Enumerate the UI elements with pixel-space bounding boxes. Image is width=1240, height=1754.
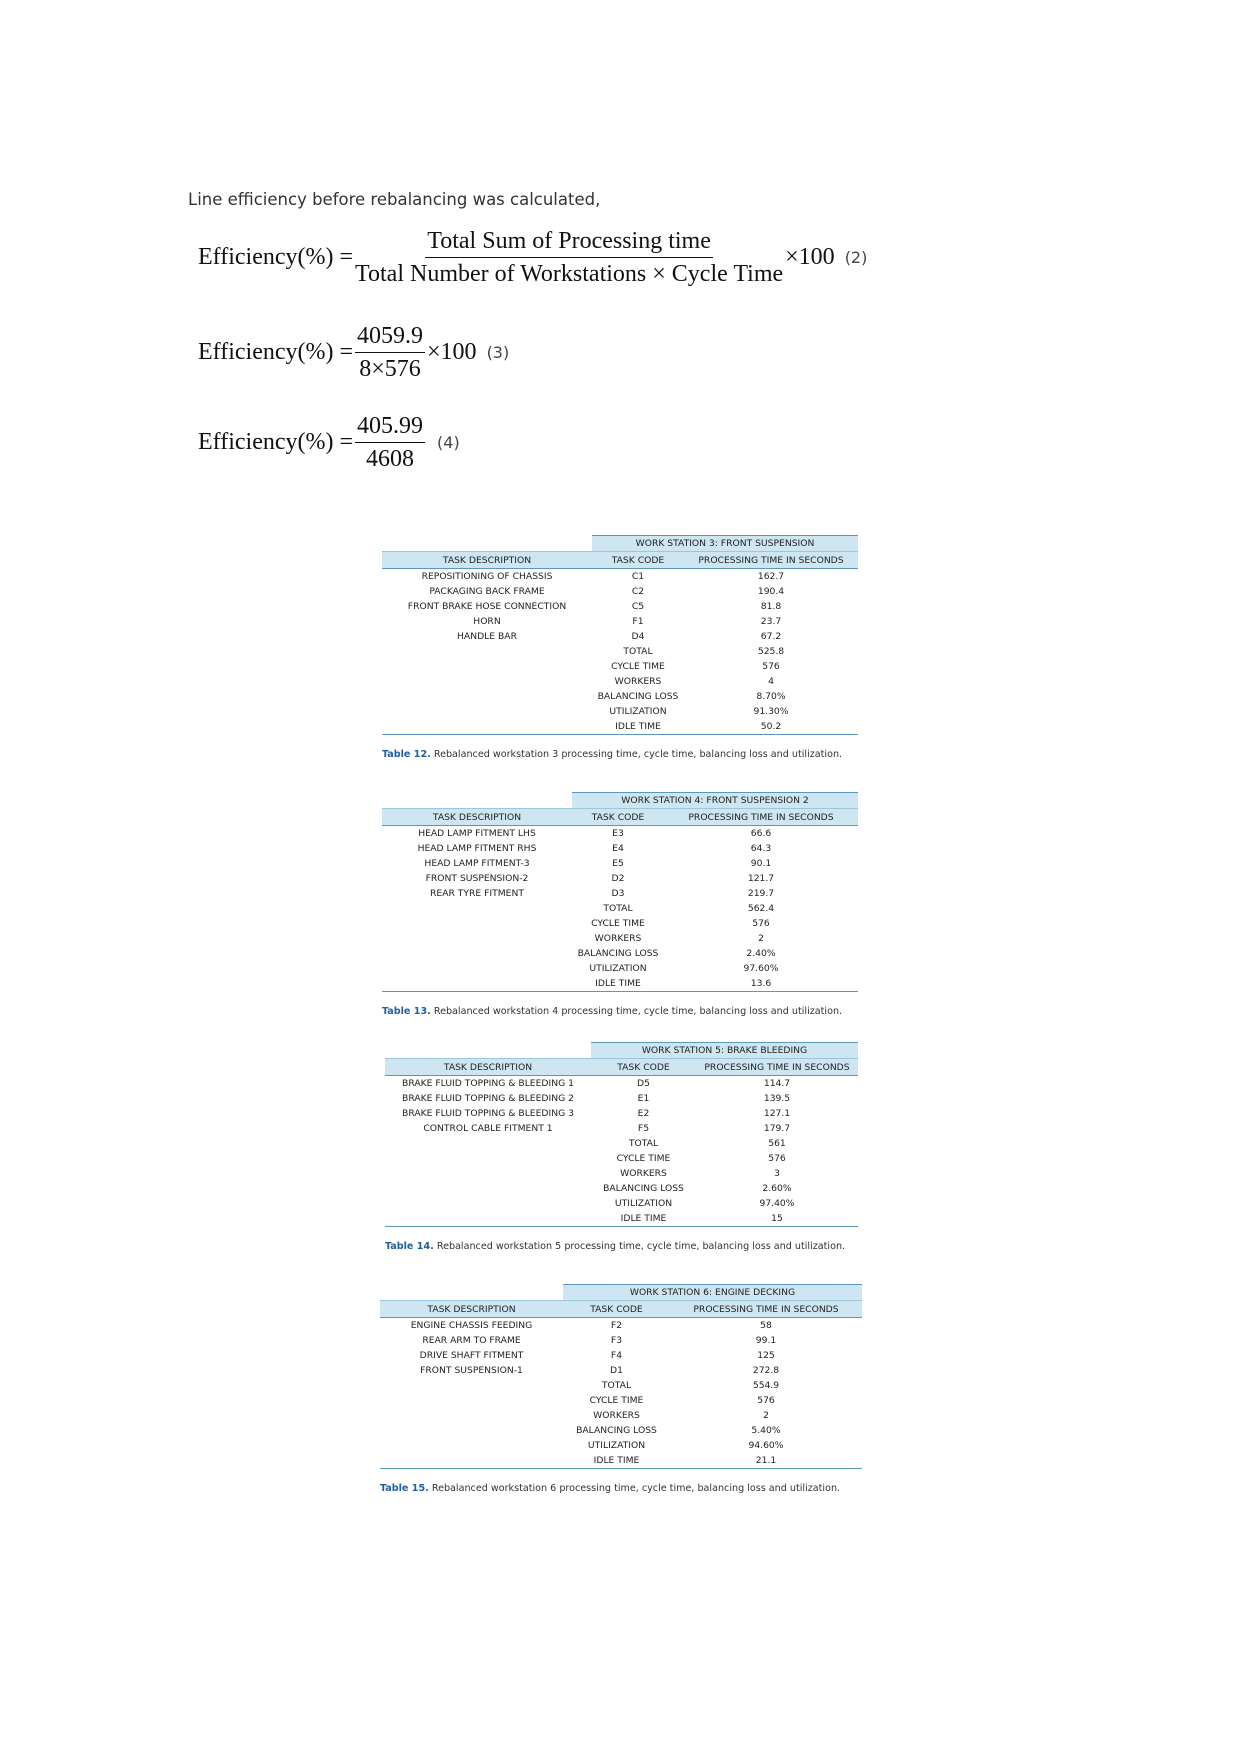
table-row [382, 674, 858, 689]
task-description-cell [382, 719, 592, 735]
task-code-cell: F5 [637, 1123, 650, 1134]
table-title-spacer [382, 793, 572, 809]
processing-time-cell: 15 [696, 1211, 858, 1227]
column-header: TASK DESCRIPTION [380, 1301, 563, 1318]
equation-multiplier: ×100 [785, 244, 835, 271]
column-header: TASK DESCRIPTION [382, 552, 592, 569]
task-code-cell: C2 [631, 586, 645, 597]
task-description-cell: HEAD LAMP FITMENT LHS [418, 828, 536, 839]
processing-time-cell: 81.8 [760, 601, 782, 612]
task-code-cell: CYCLE TIME [589, 1395, 644, 1406]
table-row [382, 841, 858, 856]
processing-time-cell: 179.7 [763, 1123, 791, 1134]
task-code-cell: IDLE TIME [563, 1453, 670, 1469]
task-code-cell: TOTAL [601, 1380, 632, 1391]
table-row [382, 916, 858, 931]
task-description-cell: BRAKE FLUID TOPPING & BLEEDING 1 [402, 1078, 574, 1089]
processing-time-cell: 4 [768, 676, 774, 687]
processing-time-cell: 58 [760, 1320, 772, 1331]
task-code-cell: C1 [631, 571, 645, 582]
task-description-cell: BRAKE FLUID TOPPING & BLEEDING 3 [402, 1108, 574, 1119]
task-description-cell: REAR TYRE FITMENT [430, 888, 524, 899]
processing-time-cell: 97.60% [743, 963, 779, 974]
task-description-cell [385, 1151, 591, 1166]
equation-denominator: 8×576 [359, 356, 421, 383]
column-header: TASK CODE [592, 552, 684, 569]
processing-time-cell: 21.1 [670, 1453, 862, 1469]
processing-time-cell: 190.4 [757, 586, 785, 597]
task-code-cell: E2 [637, 1108, 650, 1119]
table-row [380, 1348, 862, 1363]
column-header: TASK DESCRIPTION [382, 809, 572, 826]
task-code-cell: UTILIZATION [614, 1198, 673, 1209]
task-code-cell: CYCLE TIME [611, 661, 665, 672]
workstation-table [380, 1284, 862, 1469]
task-code-cell: WORKERS [594, 933, 642, 944]
task-code-cell: WORKERS [620, 1168, 667, 1179]
task-code-cell: E4 [612, 843, 624, 854]
table-caption [380, 1483, 862, 1494]
table-row [382, 961, 858, 976]
table-row [385, 1196, 858, 1211]
processing-time-cell: 576 [757, 1395, 775, 1406]
table-row [380, 1333, 862, 1348]
column-header: TASK CODE [591, 1059, 696, 1076]
table-caption [382, 1006, 858, 1017]
task-description-cell: FRONT SUSPENSION-2 [425, 873, 529, 884]
processing-time-cell: 162.7 [757, 571, 785, 582]
processing-time-cell: 121.7 [747, 873, 775, 884]
table-title-spacer [385, 1043, 591, 1059]
table-caption [382, 749, 858, 760]
task-description-cell [385, 1196, 591, 1211]
task-code-cell: D1 [610, 1365, 623, 1376]
task-description-cell [380, 1453, 563, 1469]
task-description-cell [380, 1408, 563, 1423]
task-code-cell: CYCLE TIME [616, 1153, 671, 1164]
task-description-cell [382, 689, 592, 704]
task-description-cell [382, 704, 592, 719]
task-description-cell: DRIVE SHAFT FITMENT [419, 1350, 524, 1361]
table-title: WORK STATION 6: ENGINE DECKING [563, 1285, 862, 1301]
column-header: TASK CODE [563, 1301, 670, 1318]
column-header: PROCESSING TIME IN SECONDS [664, 809, 858, 826]
processing-time-cell: 219.7 [747, 888, 775, 899]
table-caption-text: Rebalanced workstation 6 processing time, cycle time, balancing loss and utilization. [428, 1483, 841, 1494]
task-description-cell: HEAD LAMP FITMENT RHS [417, 843, 537, 854]
processing-time-cell: 125 [757, 1350, 775, 1361]
processing-time-cell: 562.4 [747, 903, 775, 914]
processing-time-cell: 23.7 [760, 616, 782, 627]
task-code-cell: E5 [612, 858, 624, 869]
table-row [380, 1363, 862, 1378]
table-row [382, 901, 858, 916]
table-row [380, 1453, 862, 1469]
table-row [380, 1393, 862, 1408]
workstation-table [382, 535, 858, 735]
task-code-cell: IDLE TIME [572, 976, 664, 992]
task-description-cell: PACKAGING BACK FRAME [429, 586, 545, 597]
equation-number: (2) [844, 248, 868, 268]
table-row [385, 1076, 858, 1092]
processing-time-cell: 2.60% [762, 1183, 792, 1194]
table-row [382, 629, 858, 644]
table-row [382, 871, 858, 886]
task-description-cell [382, 916, 572, 931]
processing-time-cell: 99.1 [755, 1335, 777, 1346]
task-code-cell: BALANCING LOSS [603, 1183, 684, 1194]
table-row [382, 599, 858, 614]
equation-number: (4) [437, 433, 460, 453]
task-code-cell: E1 [637, 1093, 650, 1104]
table-block-13 [382, 792, 858, 1017]
table-row [382, 689, 858, 704]
table-title-spacer [382, 536, 592, 552]
task-description-cell: REPOSITIONING OF CHASSIS [421, 571, 553, 582]
task-code-cell: TOTAL [623, 646, 653, 657]
processing-time-cell: 50.2 [684, 719, 858, 735]
table-row [382, 856, 858, 871]
table-caption [385, 1241, 858, 1252]
processing-time-cell: 90.1 [750, 858, 772, 869]
processing-time-cell: 67.2 [760, 631, 782, 642]
task-description-cell [382, 931, 572, 946]
intro-text: Line efficiency before rebalancing was calculated, [188, 190, 601, 209]
equation-number: (3) [486, 343, 510, 363]
processing-time-cell: 66.6 [750, 828, 772, 839]
processing-time-cell: 554.9 [752, 1380, 780, 1391]
equation-lhs: Efficiency(%) = [198, 339, 354, 366]
equation-fraction [355, 228, 783, 288]
processing-time-cell: 3 [774, 1168, 780, 1179]
processing-time-cell: 8.70% [756, 691, 786, 702]
table-caption-label: Table 12. [382, 749, 431, 760]
table-row [382, 719, 858, 735]
task-description-cell [385, 1166, 591, 1181]
equation-fraction [355, 323, 425, 383]
processing-time-cell: 94.60% [748, 1440, 784, 1451]
task-description-cell [382, 644, 592, 659]
task-description-cell [380, 1378, 563, 1393]
column-header: PROCESSING TIME IN SECONDS [670, 1301, 862, 1318]
equation-lhs: Efficiency(%) = [198, 244, 354, 271]
table-row [382, 704, 858, 719]
processing-time-cell: 91.30% [753, 706, 789, 717]
processing-time-cell: 13.6 [664, 976, 858, 992]
task-description-cell: CONTROL CABLE FITMENT 1 [423, 1123, 553, 1134]
table-title: WORK STATION 3: FRONT SUSPENSION [592, 536, 858, 552]
task-code-cell: F1 [632, 616, 644, 627]
task-description-cell [385, 1211, 591, 1227]
task-description-cell [380, 1423, 563, 1438]
task-code-cell: D4 [631, 631, 645, 642]
task-description-cell [385, 1181, 591, 1196]
column-header: TASK CODE [572, 809, 664, 826]
equation-numerator: 405.99 [355, 413, 425, 443]
task-code-cell: D3 [611, 888, 625, 899]
equation-denominator: 4608 [366, 446, 415, 473]
table-title-spacer [380, 1285, 563, 1301]
processing-time-cell: 2 [758, 933, 764, 944]
task-description-cell: ENGINE CHASSIS FEEDING [410, 1320, 533, 1331]
task-code-cell: CYCLE TIME [591, 918, 645, 929]
table-row [385, 1106, 858, 1121]
table-row [385, 1151, 858, 1166]
table-row [380, 1378, 862, 1393]
table-caption-text: Rebalanced workstation 5 processing time, cycle time, balancing loss and utilization. [433, 1241, 846, 1252]
task-description-cell [382, 976, 572, 992]
task-description-cell [380, 1393, 563, 1408]
task-code-cell: F2 [610, 1320, 623, 1331]
processing-time-cell: 64.3 [750, 843, 772, 854]
table-row [382, 886, 858, 901]
task-description-cell [382, 901, 572, 916]
task-description-cell: FRONT BRAKE HOSE CONNECTION [407, 601, 567, 612]
task-code-cell: UTILIZATION [587, 1440, 646, 1451]
task-description-cell [382, 961, 572, 976]
table-row [385, 1091, 858, 1106]
equation-2 [198, 228, 867, 288]
table-row [382, 569, 858, 585]
task-code-cell: BALANCING LOSS [576, 1425, 657, 1436]
table-block-14 [385, 1042, 858, 1252]
equation-denominator: Total Number of Workstations × Cycle Time [355, 261, 784, 288]
table-row [382, 946, 858, 961]
table-row [382, 659, 858, 674]
task-code-cell: TOTAL [603, 903, 633, 914]
table-row [385, 1136, 858, 1151]
table-row [382, 584, 858, 599]
processing-time-cell: 576 [768, 1153, 786, 1164]
table-caption-text: Rebalanced workstation 4 processing time, cycle time, balancing loss and utilization. [430, 1006, 843, 1017]
table-caption-label: Table 15. [380, 1483, 429, 1494]
task-code-cell: D2 [611, 873, 625, 884]
equation-numerator: 4059.9 [355, 323, 425, 353]
task-code-cell: UTILIZATION [609, 706, 667, 717]
workstation-table [382, 792, 858, 992]
table-row [380, 1318, 862, 1334]
processing-time-cell: 525.8 [757, 646, 785, 657]
processing-time-cell: 576 [752, 918, 770, 929]
processing-time-cell: 2 [763, 1410, 769, 1421]
task-code-cell: IDLE TIME [592, 719, 684, 735]
task-description-cell: REAR ARM TO FRAME [422, 1335, 521, 1346]
table-row [380, 1408, 862, 1423]
task-description-cell: HORN [473, 616, 501, 627]
column-header: PROCESSING TIME IN SECONDS [696, 1059, 858, 1076]
equation-multiplier: ×100 [427, 339, 477, 366]
task-description-cell [380, 1438, 563, 1453]
column-header: TASK DESCRIPTION [385, 1059, 591, 1076]
table-row [382, 931, 858, 946]
table-block-15 [380, 1284, 862, 1494]
processing-time-cell: 127.1 [763, 1108, 791, 1119]
table-row [382, 976, 858, 992]
table-row [382, 826, 858, 842]
processing-time-cell: 139.5 [763, 1093, 791, 1104]
equation-4 [198, 413, 460, 473]
column-header: PROCESSING TIME IN SECONDS [684, 552, 858, 569]
task-code-cell: TOTAL [628, 1138, 659, 1149]
task-code-cell: D5 [637, 1078, 650, 1089]
processing-time-cell: 97.40% [759, 1198, 795, 1209]
task-code-cell: BALANCING LOSS [577, 948, 659, 959]
processing-time-cell: 114.7 [763, 1078, 791, 1089]
table-caption-text: Rebalanced workstation 3 processing time, cycle time, balancing loss and utilization. [430, 749, 843, 760]
equation-fraction [355, 413, 425, 473]
table-row [385, 1121, 858, 1136]
workstation-table [385, 1042, 858, 1227]
equation-numerator: Total Sum of Processing time [425, 228, 713, 258]
task-description-cell [382, 659, 592, 674]
table-row [385, 1181, 858, 1196]
task-description-cell [385, 1136, 591, 1151]
task-code-cell: IDLE TIME [591, 1211, 696, 1227]
task-code-cell: F4 [610, 1350, 623, 1361]
table-row [385, 1211, 858, 1227]
task-code-cell: BALANCING LOSS [597, 691, 679, 702]
table-row [380, 1438, 862, 1453]
task-description-cell: BRAKE FLUID TOPPING & BLEEDING 2 [402, 1093, 574, 1104]
task-description-cell [382, 674, 592, 689]
table-row [380, 1423, 862, 1438]
processing-time-cell: 576 [762, 661, 780, 672]
table-block-12 [382, 535, 858, 760]
table-row [382, 614, 858, 629]
table-caption-label: Table 14. [385, 1241, 434, 1252]
task-code-cell: E3 [612, 828, 624, 839]
task-description-cell: FRONT SUSPENSION-1 [420, 1365, 523, 1376]
equation-3 [198, 323, 509, 383]
task-description-cell: HEAD LAMP FITMENT-3 [424, 858, 530, 869]
table-title: WORK STATION 4: FRONT SUSPENSION 2 [572, 793, 858, 809]
processing-time-cell: 561 [768, 1138, 786, 1149]
processing-time-cell: 2.40% [746, 948, 776, 959]
task-code-cell: WORKERS [614, 676, 662, 687]
equation-lhs: Efficiency(%) = [198, 429, 354, 456]
task-description-cell [382, 946, 572, 961]
task-code-cell: C5 [631, 601, 645, 612]
table-title: WORK STATION 5: BRAKE BLEEDING [591, 1043, 858, 1059]
processing-time-cell: 272.8 [752, 1365, 780, 1376]
table-row [382, 644, 858, 659]
table-caption-label: Table 13. [382, 1006, 431, 1017]
processing-time-cell: 5.40% [751, 1425, 781, 1436]
table-row [385, 1166, 858, 1181]
task-description-cell: HANDLE BAR [457, 631, 517, 642]
task-code-cell: F3 [610, 1335, 623, 1346]
task-code-cell: UTILIZATION [589, 963, 647, 974]
task-code-cell: WORKERS [593, 1410, 640, 1421]
